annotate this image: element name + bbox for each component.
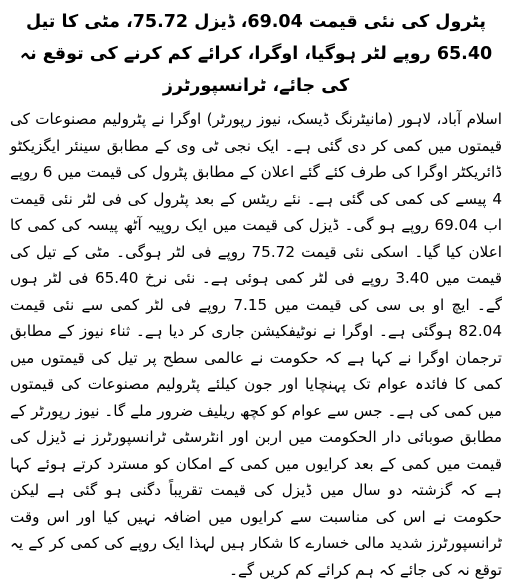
article-body: اسلام آباد، لاہور (مانیٹرنگ ڈیسک، نیوز رپورٹر) اوگرا نے پٹرولیم مصنوعات کی قیمتوں میں کمی کر دی گئی ہے۔ ایک نجی ٹی وی کے مطابق سینئر ایگزیکٹو ڈائریکٹر اوگرا کی طرف کئے گئے اعلان کے مطابق پٹرول کی قیمت میں 6 روپے 4 پیسے کی کمی کی گئی ہے۔ نئے ریٹس کے بعد پٹرول کی فی لٹر نئی قیمت اب 69.04 روپے ہو گی۔ ڈیزل کی قیمت میں ایک روپیہ آٹھ پیسہ کی کمی کا اعلان کیا گیا۔ اسکی نئی قیمت 75.72 روپے فی لٹر ہوگی۔ مٹی کے تیل کی قیمت میں 3.40 روپے فی لٹر کمی ہوئی ہے۔ نئی نرخ 65.40 فی لٹر ہوں گے۔ ایچ او بی سی کی قیمت میں 7.15 روپے فی لٹر کمی سے نئی قیمت 82.04 ہوگئی ہے۔ اوگرا نے نوٹیفکیشن جاری کر دیا ہے۔ ثناء نیوز کے مطابق ترجمان اوگرا نے کہا ہے کہ حکومت نے عالمی سطح پر تیل کی قیمتوں میں کمی کا فائدہ عوام تک پہنچایا اور جون کیلئے پٹرولیم مصنوعات کی قیمتوں میں کمی کی ہے۔ جس سے عوام کو کچھ ریلیف ضرور ملے گا۔ نیوز رپورٹر کے مطابق صوبائی دار الحکومت میں اربن اور انٹرسٹی ٹرانسپورٹرز نے ڈیزل کی قیمت میں کمی کے بعد کرایوں میں کمی کے امکان کو مسترد کرتے ہوئے کہا ہے کہ گزشتہ دو سال میں ڈیزل کی قیمت تقریباً دگنی ہو گئی ہے لیکن حکومت نے اس کی مناسبت سے کرایوں میں اضافہ نہیں کیا اور اس وقت ٹرانسپورٹرز شدید مالی خسارے کا شکار ہیں لہذا ایک روپے کی کمی کر کے یہ توقع نہ کی جائے کہ ہم کرائے کم کریں گے۔ (10, 110, 503, 579)
headline: پٹرول کی نئی قیمت 69.04، ڈیزل 75.72، مٹی کا تیل 65.40 روپے لٹر ہوگیا، اوگرا، کرائے کم کرنے کی توقع نہ کی جائے، ٹرانسپورٹرز (19, 12, 493, 96)
